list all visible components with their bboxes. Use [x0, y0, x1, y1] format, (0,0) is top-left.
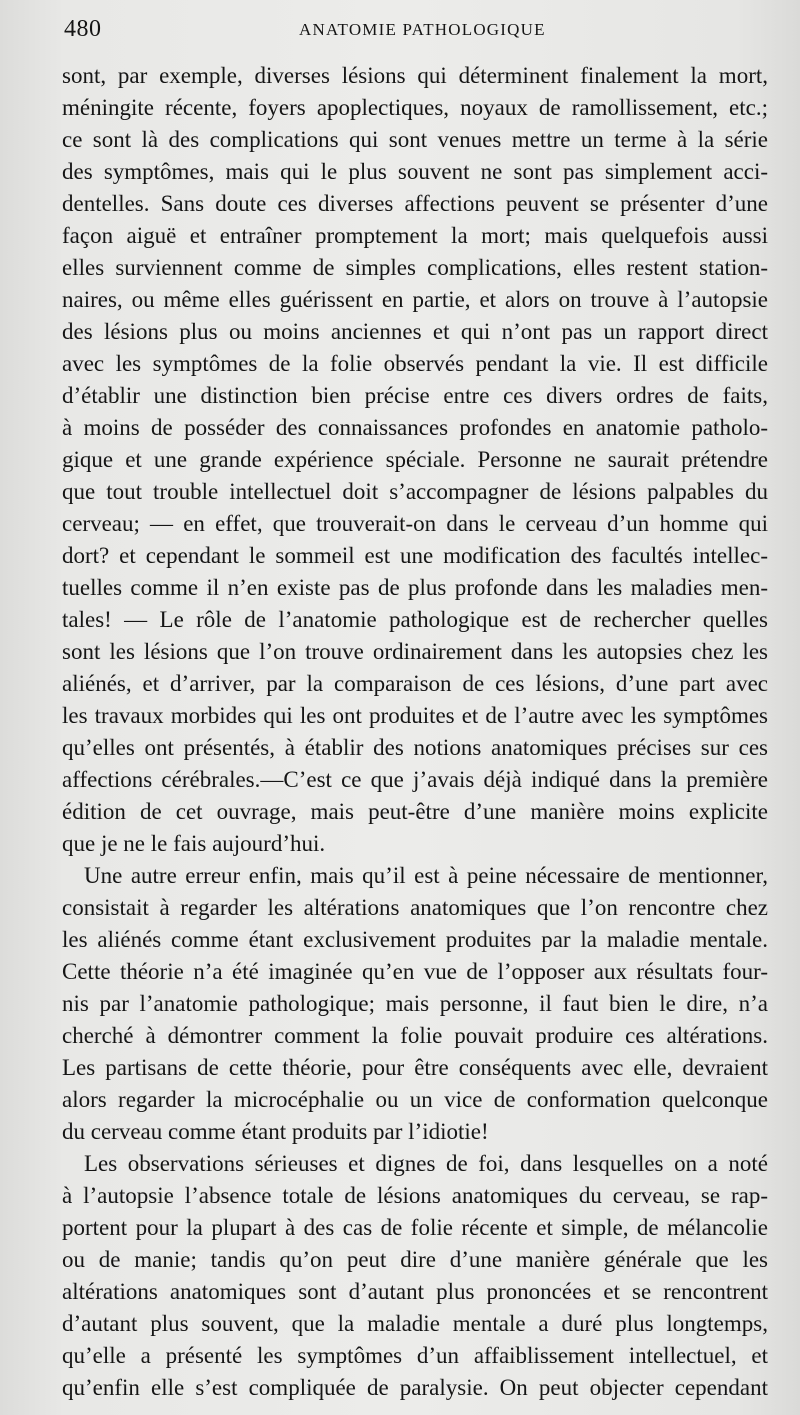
text-line: alors regarder la microcéphalie ou un vice de conformation quelconque — [62, 1087, 768, 1112]
text-line: du cerveau comme étant produits par l’idiotie! — [62, 1119, 489, 1144]
text-line: consistait à regarder les altérations anatomiques que l’on rencontre chez — [62, 895, 768, 920]
text-line: aliénés, et d’arriver, par la comparaison de ces lésions, d’une part avec — [62, 671, 768, 696]
text-line: des symptômes, mais qui le plus souvent ne sont pas simplement acci- — [62, 159, 768, 184]
text-line: Les partisans de cette théorie, pour être conséquents avec elle, devraient — [62, 1055, 768, 1080]
text-line: affections cérébrales.—C’est ce que j’avais déjà indiqué dans la première — [62, 767, 768, 792]
text-line: que je ne le fais aujourd’hui. — [62, 831, 326, 856]
running-head — [64, 16, 764, 46]
text-line: naires, ou même elles guérissent en partie, et alors on trouve à l’autopsie — [62, 287, 768, 312]
text-line: qu’elles ont présentés, à établir des notions anatomiques précises sur ces — [62, 735, 768, 760]
text-line: avec les symptômes de la folie observés pendant la vie. Il est difficile — [62, 351, 768, 376]
text-line: des lésions plus ou moins anciennes et qui n’ont pas un rapport direct — [62, 319, 768, 344]
text-line: gique et une grande expérience spéciale. Personne ne saurait prétendre — [62, 447, 768, 472]
text-line: méningite récente, foyers apoplectiques, noyaux de ramollissement, etc.; — [62, 95, 768, 120]
text-line: à l’autopsie l’absence totale de lésions anatomiques du cerveau, se rap- — [62, 1183, 768, 1208]
text-line: tuelles comme il n’en existe pas de plus profonde dans les maladies men- — [62, 575, 768, 600]
text-line: que tout trouble intellectuel doit s’accompagner de lésions palpables du — [62, 479, 768, 504]
text-line: nis par l’anatomie pathologique; mais personne, il faut bien le dire, n’a — [62, 991, 768, 1016]
text-line: qu’elle a présenté les symptômes d’un affaiblissement intellectuel, et — [62, 1343, 768, 1368]
paragraph-1 — [62, 60, 768, 860]
text-line: tales! — Le rôle de l’anatomie pathologique est de rechercher quelles — [62, 607, 768, 632]
body-text — [62, 60, 768, 1404]
text-line: Une autre erreur enfin, mais qu’il est à peine nécessaire de mentionner, — [84, 863, 768, 888]
running-title: ANATOMIE PATHOLOGIQUE — [299, 20, 546, 39]
text-line: dentelles. Sans doute ces diverses affections peuvent se présenter d’une — [62, 191, 768, 216]
text-line: Les observations sérieuses et dignes de foi, dans lesquelles on a noté — [84, 1151, 768, 1176]
text-line: altérations anatomiques sont d’autant plus prononcées et se rencontrent — [62, 1279, 768, 1304]
text-line: portent pour la plupart à des cas de folie récente et simple, de mélancolie — [62, 1215, 768, 1240]
page-number: 480 — [64, 16, 102, 42]
text-line: sont, par exemple, diverses lésions qui déterminent finalement la mort, — [62, 63, 768, 88]
paragraph-2 — [62, 860, 768, 1148]
text-line: édition de cet ouvrage, mais peut-être d’une manière moins explicite — [62, 799, 768, 824]
text-line: à moins de posséder des connaissances profondes en anatomie patholo- — [62, 415, 768, 440]
text-line: d’autant plus souvent, que la maladie mentale a duré plus longtemps, — [62, 1311, 768, 1336]
text-line: qu’enfin elle s’est compliquée de paralysie. On peut objecter cependant — [62, 1375, 768, 1400]
text-line: d’établir une distinction bien précise entre ces divers ordres de faits, — [62, 383, 768, 408]
text-line: façon aiguë et entraîner promptement la mort; mais quelquefois aussi — [62, 223, 768, 248]
text-line: sont les lésions que l’on trouve ordinairement dans les autopsies chez les — [62, 639, 768, 664]
paragraph-3 — [62, 1148, 768, 1404]
text-line: les travaux morbides qui les ont produites et de l’autre avec les symptômes — [62, 703, 768, 728]
text-line: les aliénés comme étant exclusivement produites par la maladie mentale. — [62, 927, 768, 952]
text-line: cherché à démontrer comment la folie pouvait produire ces altérations. — [62, 1023, 768, 1048]
text-line: ou de manie; tandis qu’on peut dire d’une manière générale que les — [62, 1247, 768, 1272]
text-line: Cette théorie n’a été imaginée qu’en vue de l’opposer aux résultats four- — [62, 959, 768, 984]
text-line: dort? et cependant le sommeil est une modification des facultés intellec- — [62, 543, 768, 568]
text-line: elles surviennent comme de simples complications, elles restent station- — [62, 255, 768, 280]
text-line: cerveau; — en effet, que trouverait-on dans le cerveau d’un homme qui — [62, 511, 768, 536]
text-line: ce sont là des complications qui sont venues mettre un terme à la série — [62, 127, 768, 152]
